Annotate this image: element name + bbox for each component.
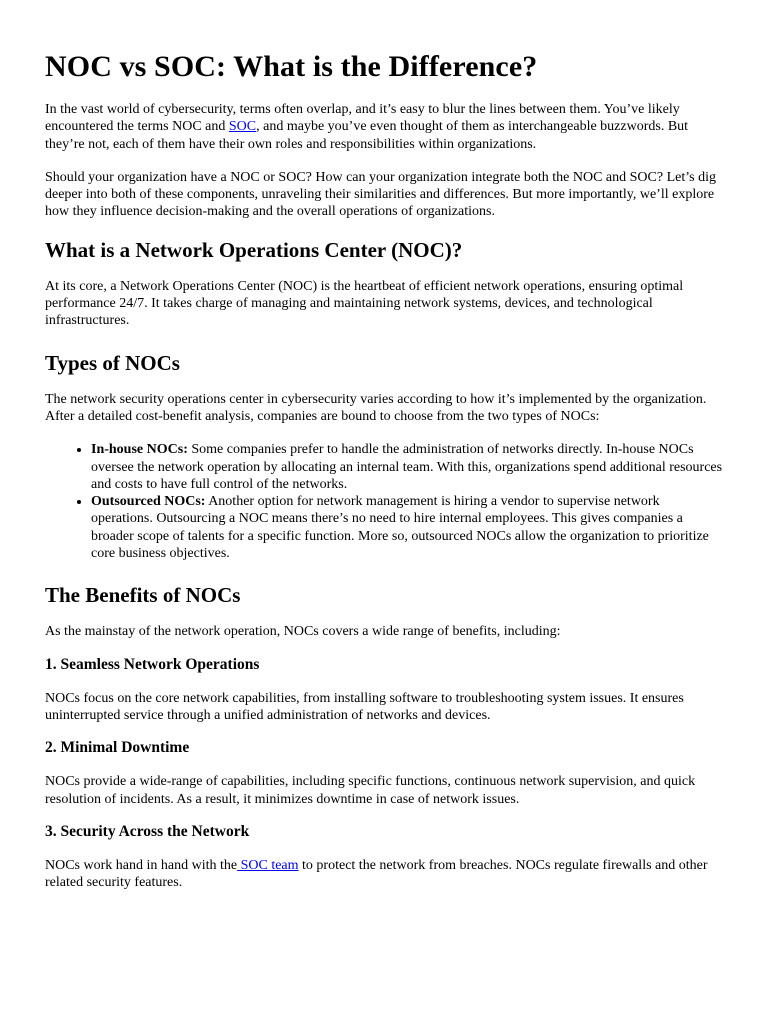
benefit-3-heading: 3. Security Across the Network: [45, 822, 250, 840]
noc-types-list: [45, 441, 724, 562]
list-item-text: Some companies prefer to handle the administration of networks directly. In-house NOCs oversee the network operation by allocating an internal team. With this, organizations spend additional resources and costs to have full control of the networks.: [91, 442, 723, 492]
types-paragraph: The network security operations center in cybersecurity varies according to how it’s implemented by the organization. After a detailed cost-benefit analysis, companies are bound to choose from the two types of NOCs:: [45, 391, 707, 424]
benefit-3-text: [45, 857, 724, 892]
heading-benefits: The Benefits of NOCs: [45, 583, 241, 608]
intro-paragraph-2: Should your organization have a NOC or SOC? How can your organization integrate both the NOC and SOC? Let’s dig deeper into both of these components, unraveling their similarities and differences. But more importantly, we’ll explore how they influence decision-making and the overall operations of organizations.: [45, 169, 716, 220]
benefit-1-heading: 1. Seamless Network Operations: [45, 655, 260, 673]
benefit-1-text: NOCs focus on the core network capabilities, from installing software to troubleshooting system issues. It ensures uninterrupted service through a unified administration of networks and devices.: [45, 690, 684, 723]
list-item-label: In-house NOCs:: [91, 442, 188, 458]
heading-what-is-noc: What is a Network Operations Center (NOC)?: [45, 237, 463, 262]
soc-link[interactable]: SOC: [228, 119, 257, 135]
intro-paragraph-1: [45, 101, 724, 153]
page-title: NOC vs SOC: What is the Difference?: [45, 50, 538, 83]
benefit-3-text-before: NOCs work hand in hand with the: [45, 857, 238, 873]
benefit-3-text-after: to protect the network from breaches. NOCs regulate firewalls and other related security features.: [45, 857, 708, 891]
benefits-intro-paragraph: As the mainstay of the network operation, NOCs covers a wide range of benefits, including:: [45, 624, 561, 640]
list-item-text: Another option for network management is hiring a vendor to supervise network operations. Outsourcing a NOC means there’s no need to hire internal employees. This gives companies a broader scope of talents for a specific function. More so, outsourced NOCs allow the organization to prioritize core business objectives.: [91, 494, 709, 562]
what-is-noc-paragraph: At its core, a Network Operations Center (NOC) is the heartbeat of efficient network operations, ensuring optimal performance 24/7. It takes charge of managing and maintaining network systems, devices, and technological infrastructures.: [45, 278, 684, 329]
list-item-in-house: [91, 441, 724, 493]
intro-p1-text-after: , and maybe you’ve even thought of them as interchangeable buzzwords. But they’re not, each of them have their own roles and responsibilities within organizations.: [45, 119, 689, 152]
soc-team-link[interactable]: SOC team: [237, 857, 299, 873]
benefit-2-text: NOCs provide a wide-range of capabilities, including specific functions, continuous network supervision, and quick resolution of incidents. As a result, it minimizes downtime in case of network issues.: [45, 774, 696, 807]
list-item-outsourced: [91, 493, 724, 562]
benefit-2-heading: 2. Minimal Downtime: [45, 739, 190, 757]
intro-p1-text-before: In the vast world of cybersecurity, terms often overlap, and it’s easy to blur the lines between them. You’ve likely encountered the terms NOC and: [45, 102, 680, 135]
list-item-label: Outsourced NOCs:: [91, 494, 206, 510]
heading-types-of-nocs: Types of NOCs: [45, 350, 180, 375]
